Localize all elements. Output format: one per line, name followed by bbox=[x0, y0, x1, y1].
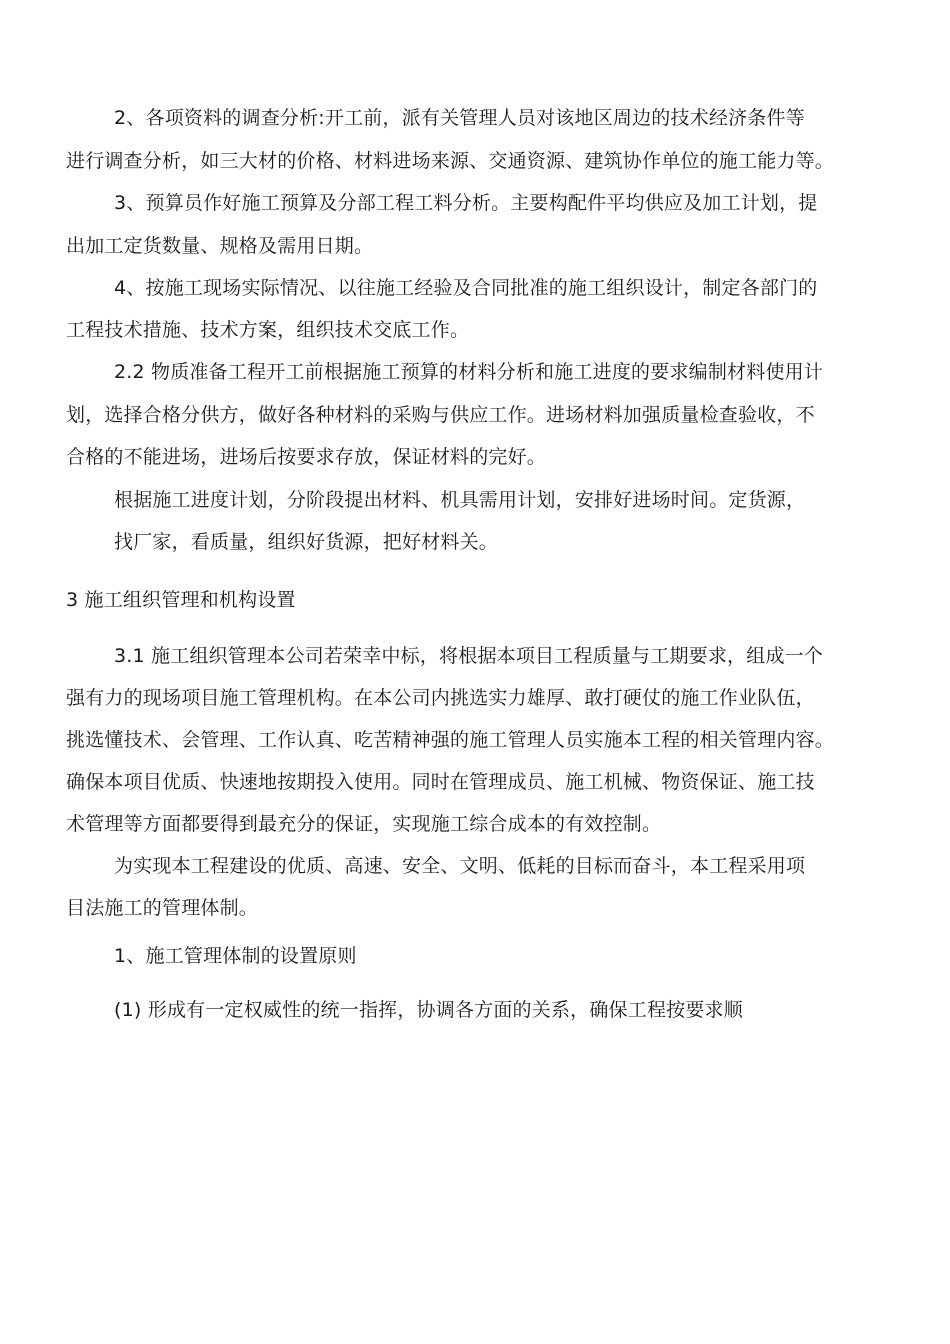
text-line: 根据施工进度计划，分阶段提出材料、机具需用计划，安排好进场时间。定货源， bbox=[114, 489, 806, 511]
text-line: 找厂家，看质量，组织好货源，把好材料关。 bbox=[114, 531, 499, 553]
text-line: 出加工定货数量、规格及需用日期。 bbox=[66, 235, 374, 257]
text-line: 合格的不能进场，进场后按要求存放，保证材料的完好。 bbox=[66, 446, 547, 468]
text-line: 术管理等方面都要得到最充分的保证，实现施工综合成本的有效控制。 bbox=[66, 813, 662, 835]
text-line: 为实现本工程建设的优质、高速、安全、文明、低耗的目标而奋斗，本工程采用项 bbox=[114, 855, 806, 877]
list-item: (1) 形成有一定权威性的统一指挥，协调各方面的关系，确保工程按要求顺 bbox=[114, 999, 743, 1021]
text-line: 2、各项资料的调查分析:开工前，派有关管理人员对该地区周边的技术经济条件等 bbox=[114, 107, 805, 129]
text-line: 确保本项目优质、快速地按期投入使用。同时在管理成员、施工机械、物资保证、施工技 bbox=[66, 771, 815, 793]
text-line: 4、按施工现场实际情况、以往施工经验及合同批准的施工组织设计，制定各部门的 bbox=[114, 277, 818, 299]
text-line: 目法施工的管理体制。 bbox=[66, 897, 259, 919]
text-line: 3、预算员作好施工预算及分部工程工料分析。主要构配件平均供应及加工计划，提 bbox=[114, 192, 818, 214]
text-line: 工程技术措施、技术方案，组织技术交底工作。 bbox=[66, 319, 470, 341]
text-line: 2.2 物质准备工程开工前根据施工预算的材料分析和施工进度的要求编制材料使用计 bbox=[114, 361, 824, 383]
text-line: 强有力的现场项目施工管理机构。在本公司内挑选实力雄厚、敢打硬仗的施工作业队伍， bbox=[66, 687, 815, 709]
text-line: 挑选懂技术、会管理、工作认真、吃苦精神强的施工管理人员实施本工程的相关管理内容。 bbox=[66, 729, 835, 751]
subheading: 1、施工管理体制的设置原则 bbox=[114, 945, 357, 967]
section-heading: 3 施工组织管理和机构设置 bbox=[66, 589, 296, 611]
text-line: 3.1 施工组织管理本公司若荣幸中标，将根据本项目工程质量与工期要求，组成一个 bbox=[114, 645, 824, 667]
text-line: 进行调查分析，如三大材的价格、材料进场来源、交通资源、建筑协作单位的施工能力等。 bbox=[66, 150, 835, 172]
text-line: 划，选择合格分供方，做好各种材料的采购与供应工作。进场材料加强质量检查验收，不 bbox=[66, 404, 815, 426]
